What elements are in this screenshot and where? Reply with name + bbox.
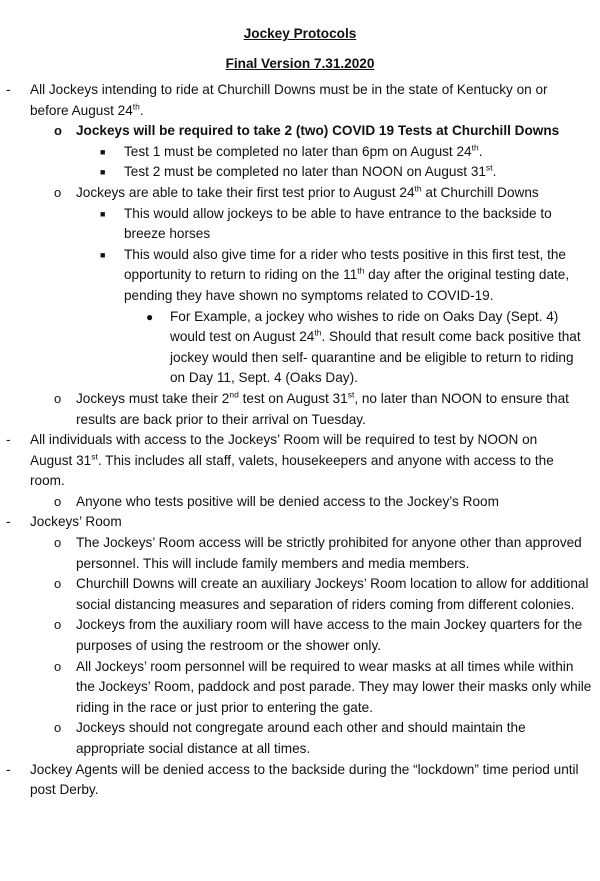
- list-item-test-2: ■ Test 2 must be completed no later than NOON on August 31st.: [0, 162, 600, 183]
- list-item-masks: o All Jockeys’ room personnel will be required to wear masks at all times while within the Jockeys’ Room, paddock and post parade. They may lower their masks only while riding in the race or just prior to entering the gate.: [54, 658, 592, 715]
- circle-bullet: o: [54, 720, 62, 736]
- circle-bullet: o: [54, 617, 62, 633]
- list-item-second-test: o Jockeys must take their 2nd test on August 31st, no later than NOON to ensure that results are back prior to their arrival on Tuesday.: [54, 389, 569, 427]
- circle-bullet: o: [54, 123, 62, 139]
- list-item-test-1: ■ Test 1 must be completed no later than 6pm on August 24th.: [0, 142, 600, 163]
- square-bullet: ■: [100, 167, 106, 178]
- document-title: Jockey Protocols: [243, 26, 357, 41]
- circle-bullet: o: [54, 535, 62, 551]
- list-item-auxiliary-room: o Churchill Downs will create an auxiliary Jockeys’ Room location to allow for additional social distancing measures and separation of riders coming from different colonies.: [54, 576, 589, 612]
- list-item-early-test: o Jockeys are able to take their first test prior to August 24th at Churchill Downs: [0, 183, 600, 204]
- list-item-two-tests: o Jockeys will be required to take 2 (two) COVID 19 Tests at Churchill Downs: [0, 121, 600, 142]
- square-bullet: ■: [100, 146, 106, 157]
- circle-bullet: o: [54, 658, 62, 674]
- square-bullet: ■: [100, 249, 106, 260]
- circle-bullet: o: [54, 390, 62, 406]
- dash-bullet: -: [6, 514, 11, 530]
- square-bullet: ■: [100, 208, 106, 219]
- circle-bullet: o: [54, 493, 62, 509]
- list-item-jockey-agents: - Jockey Agents will be denied access to the backside during the “lockdown” time period until post Derby.: [6, 761, 579, 798]
- document-subtitle: Final Version 7.31.2020: [225, 56, 375, 71]
- list-item-return-to-riding: ■ This would also give time for a rider who tests positive in this first test, the opportunity to return to riding on the 11th day after the original testing date, pending they have shown no symptoms related to COVID-19.: [100, 246, 570, 303]
- list-item-oaks-day-example: ● For Example, a jockey who wishes to ride on Oaks Day (Sept. 4) would test on August 24th. Should that result come back positive that jockey would then self- quarantine and be eligible to return to riding on Day 11, Sept. 4 (Oaks Day).: [146, 308, 581, 386]
- list-item-room-access: o The Jockeys’ Room access will be strictly prohibited for anyone other than approved personnel. This will include family members and media members.: [54, 535, 582, 571]
- dash-bullet: -: [6, 761, 11, 777]
- list-item-backside-entrance: ■ This would allow jockeys to be able to have entrance to the backside to breeze horses: [100, 205, 552, 242]
- list-item-kentucky-arrival: - All Jockeys intending to ride at Churchill Downs must be in the state of Kentucky on or before August 24th.: [6, 82, 548, 118]
- list-item-social-distance: o Jockeys should not congregate around each other and should maintain the appropriate social distance at all times.: [54, 720, 526, 756]
- dot-bullet: ●: [146, 309, 154, 324]
- circle-bullet: o: [54, 184, 62, 200]
- dash-bullet: -: [6, 432, 11, 448]
- list-item-jockeys-room: - Jockeys’ Room: [0, 512, 600, 533]
- circle-bullet: o: [54, 576, 62, 592]
- list-item-all-individuals: - All individuals with access to the Jockeys’ Room will be required to test by NOON on August 31st. This includes all staff, valets, housekeepers and anyone with access to the room.: [6, 432, 554, 489]
- dash-bullet: -: [6, 82, 11, 97]
- list-item-restroom-access: o Jockeys from the auxiliary room will have access to the main Jockey quarters for the purposes of using the restroom or the shower only.: [54, 617, 583, 654]
- protocol-list: [0, 80, 600, 801]
- list-item-denied-access: o Anyone who tests positive will be denied access to the Jockey’s Room: [0, 492, 600, 513]
